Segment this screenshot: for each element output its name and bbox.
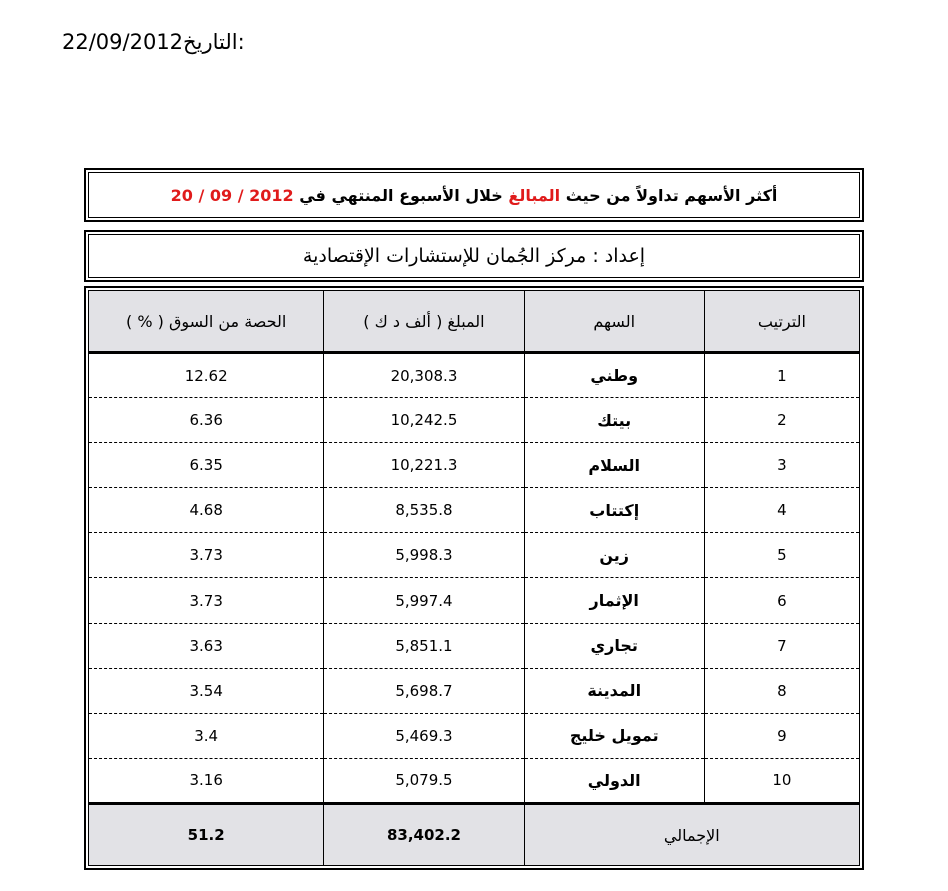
cell-amount: 5,698.7	[324, 668, 524, 713]
cell-amount: 20,308.3	[324, 353, 524, 398]
table-row	[89, 578, 860, 623]
cell-amount: 8,535.8	[324, 488, 524, 533]
table-body	[89, 353, 860, 804]
cell-rank: 1	[704, 353, 859, 398]
cell-rank: 9	[704, 713, 859, 758]
cell-stock: الإثمار	[524, 578, 704, 623]
date-value: 22/09/2012	[62, 30, 184, 54]
cell-share: 3.63	[89, 623, 324, 668]
table-row	[89, 533, 860, 578]
header-share: الحصة من السوق ( % )	[89, 291, 324, 353]
prepared-by-box	[84, 230, 864, 282]
title-part2: خلال الأسبوع المنتهي في	[299, 185, 503, 205]
table-row	[89, 488, 860, 533]
title-date: 20 / 09 / 2012	[170, 185, 294, 205]
cell-stock: زين	[524, 533, 704, 578]
cell-amount: 5,079.5	[324, 758, 524, 803]
cell-stock: إكتتاب	[524, 488, 704, 533]
cell-share: 3.16	[89, 758, 324, 803]
cell-share: 3.73	[89, 533, 324, 578]
cell-rank: 7	[704, 623, 859, 668]
total-label: الإجمالي	[524, 804, 859, 866]
cell-amount: 10,242.5	[324, 398, 524, 443]
cell-amount: 5,469.3	[324, 713, 524, 758]
cell-amount: 10,221.3	[324, 443, 524, 488]
cell-rank: 8	[704, 668, 859, 713]
cell-amount: 5,851.1	[324, 623, 524, 668]
table-row	[89, 398, 860, 443]
cell-amount: 5,998.3	[324, 533, 524, 578]
table-row	[89, 353, 860, 398]
report-date	[62, 30, 245, 54]
cell-rank: 10	[704, 758, 859, 803]
table-row	[89, 713, 860, 758]
cell-stock: تجاري	[524, 623, 704, 668]
cell-stock: السلام	[524, 443, 704, 488]
header-stock: السهم	[524, 291, 704, 353]
stocks-table	[88, 290, 860, 866]
cell-amount: 5,997.4	[324, 578, 524, 623]
cell-rank: 4	[704, 488, 859, 533]
cell-stock: المدينة	[524, 668, 704, 713]
table-row	[89, 758, 860, 803]
table-row	[89, 443, 860, 488]
cell-rank: 3	[704, 443, 859, 488]
cell-stock: بيتك	[524, 398, 704, 443]
table-row	[89, 668, 860, 713]
header-amount: المبلغ ( ألف د ك )	[324, 291, 524, 353]
cell-rank: 6	[704, 578, 859, 623]
title-part1: أكثر الأسهم تداولاً من حيث	[565, 185, 778, 205]
cell-share: 4.68	[89, 488, 324, 533]
report-title-box	[84, 168, 864, 222]
cell-share: 12.62	[89, 353, 324, 398]
table-total-row	[89, 804, 860, 866]
header-rank: الترتيب	[704, 291, 859, 353]
cell-rank: 5	[704, 533, 859, 578]
total-amount: 83,402.2	[324, 804, 524, 866]
stocks-table-wrap	[84, 286, 864, 870]
cell-share: 3.4	[89, 713, 324, 758]
cell-stock: تمويل خليج	[524, 713, 704, 758]
table-header-row	[89, 291, 860, 353]
cell-stock: الدولي	[524, 758, 704, 803]
table-row	[89, 623, 860, 668]
cell-share: 3.73	[89, 578, 324, 623]
cell-share: 3.54	[89, 668, 324, 713]
prepared-by: إعداد : مركز الجُمان للإستشارات الإقتصادية	[88, 234, 860, 278]
report-title	[88, 172, 860, 218]
cell-share: 6.35	[89, 443, 324, 488]
date-label: التاريخ:	[183, 30, 245, 54]
cell-share: 6.36	[89, 398, 324, 443]
title-highlight: المبالغ	[508, 185, 561, 205]
cell-stock: وطني	[524, 353, 704, 398]
cell-rank: 2	[704, 398, 859, 443]
total-share: 51.2	[89, 804, 324, 866]
